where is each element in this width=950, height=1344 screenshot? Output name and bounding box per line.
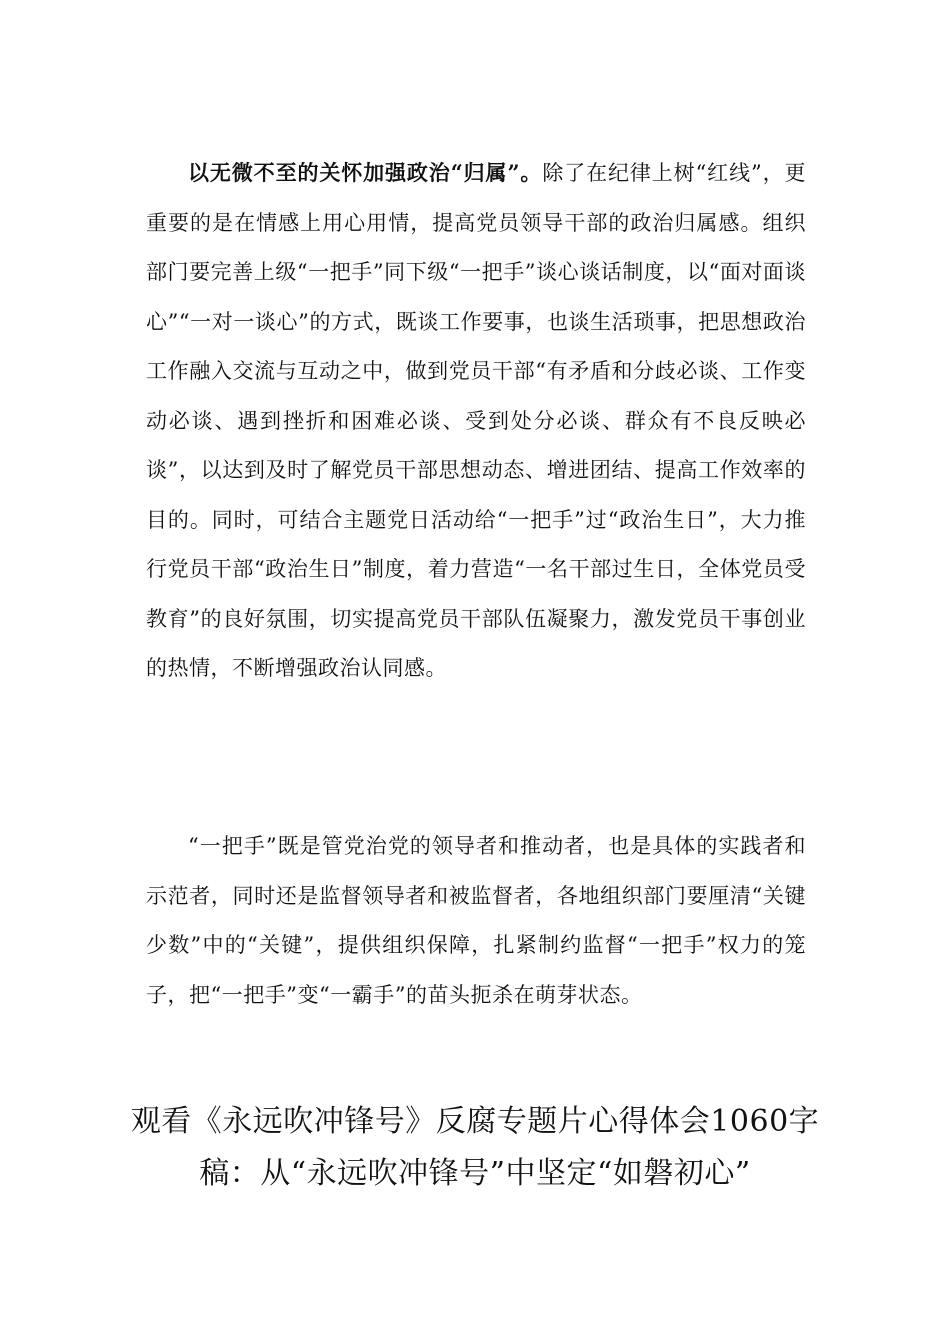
article-heading-line-2: 稿：从“永远吹冲锋号”中坚定“如磐初心” [199,1156,751,1191]
article-heading-line-1: 观看《永远吹冲锋号》反腐专题片心得体会1060字 [130,1104,820,1139]
paragraph-top-leader-supervision [146,822,806,1020]
paragraph-political-belonging [146,148,806,694]
paragraph-body-text: 除了在纪律上树“红线”，更重要的是在情感上用心用情，提高党员领导干部的政治归属感。组织部门要完善上级“一把手”同下级“一把手”谈心谈话制度，以“面对面谈心”“一对一谈心”的方式，既谈工作要事，也谈生活琐事，把思想政治工作融入交流与互动之中，做到党员干部“有矛盾和分歧必谈、工作变动必谈、遇到挫折和困难必谈、受到处分必谈、群众有不良反映必谈”，以达到及时了解党员干部思想动态、增进团结、提高工作效率的目的。同时，可结合主题党日活动给“一把手”过“政治生日”，大力推行党员干部“政治生日”制度，着力营造“一名干部过生日，全体党员受教育”的良好氛围，切实提高党员干部队伍凝聚力，激发党员干事创业的热情，不断增强政治认同感。 [146,161,806,680]
paragraph-body-text: “一把手”既是管党治党的领导者和推动者，也是具体的实践者和示范者，同时还是监督领导者和被监督者，各地组织部门要厘清“关键少数”中的“关键”，提供组织保障，扎紧制约监督“一把手”权力的笼子，把“一把手”变“一霸手”的苗头扼杀在萌芽状态。 [146,834,806,1007]
paragraph-lead-phrase: 以无微不至的关怀加强政治“归属”。 [188,160,543,185]
article-heading [130,1096,820,1200]
